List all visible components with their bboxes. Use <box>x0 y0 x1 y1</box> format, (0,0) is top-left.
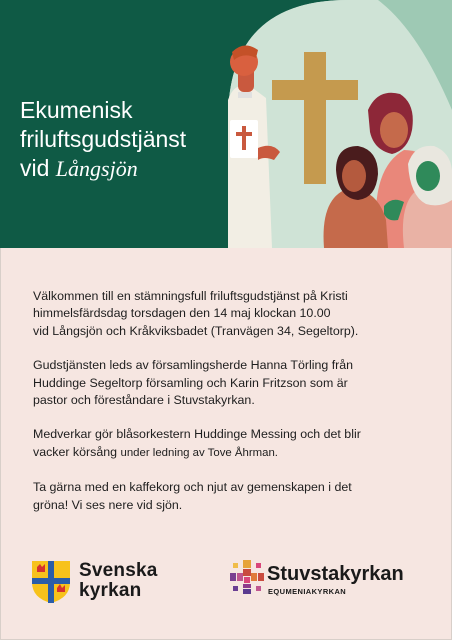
stuvstakyrkan-wordmark: Stuvstakyrkan <box>267 563 404 585</box>
text-line: vid Långsjön och Kråkviksbadet (Tranvägen 34, Segeltorp). <box>33 323 359 338</box>
text-line: Välkommen till en stämningsfull friluftsgudstjänst på Kristi <box>33 289 348 303</box>
paragraph-closing <box>33 479 425 514</box>
text-line: himmelsfärdsdag torsdagen den 14 maj klockan 10.00 <box>33 306 331 321</box>
body-text <box>33 288 425 531</box>
worship-illustration <box>228 0 452 248</box>
wordmark-line-2: kyrkan <box>79 580 142 601</box>
wordmark-line-1: Svenska <box>79 560 158 581</box>
text-fragment-small: under ledning av Tove Åhrman. <box>120 446 278 459</box>
title-place: Långsjön <box>55 156 138 181</box>
title-line-3 <box>20 154 235 183</box>
text-line: Ta gärna med en kaffekorg och njut av gemenskapen i det <box>33 480 352 495</box>
text-line: gröna! Vi ses nere vid sjön. <box>33 497 183 512</box>
title-line-2: friluftsgudstjänst <box>20 126 187 152</box>
svenska-kyrkan-logo <box>31 558 191 606</box>
text-line: pastor och föreståndare i Stuvstakyrkan. <box>33 393 255 408</box>
svenska-kyrkan-wordmark <box>79 561 158 601</box>
text-line: Medverkar gör blåsorkestern Huddinge Messing och det blir <box>33 427 361 442</box>
hero-title <box>20 96 235 183</box>
svenska-kyrkan-shield-icon <box>31 560 71 604</box>
text-line: Gudstjänsten leds av församlingsherde Hanna Törling från <box>33 358 354 373</box>
stuvstakyrkan-subtitle: EQUMENIAKYRKAN <box>268 587 347 596</box>
stuvstakyrkan-cross-icon <box>230 560 264 594</box>
paragraph-leaders <box>33 357 425 409</box>
paragraph-music <box>33 426 425 462</box>
stuvstakyrkan-logo <box>228 558 428 606</box>
text-line <box>33 444 425 462</box>
title-line-1: Ekumenisk <box>20 97 133 123</box>
text-fragment: vacker körsång <box>33 444 118 459</box>
text-line: Huddinge Segeltorp församling och Karin Fritzson som är <box>33 375 348 390</box>
paragraph-invitation <box>33 288 425 340</box>
title-vid: vid <box>20 155 50 181</box>
hero-banner <box>0 0 452 248</box>
